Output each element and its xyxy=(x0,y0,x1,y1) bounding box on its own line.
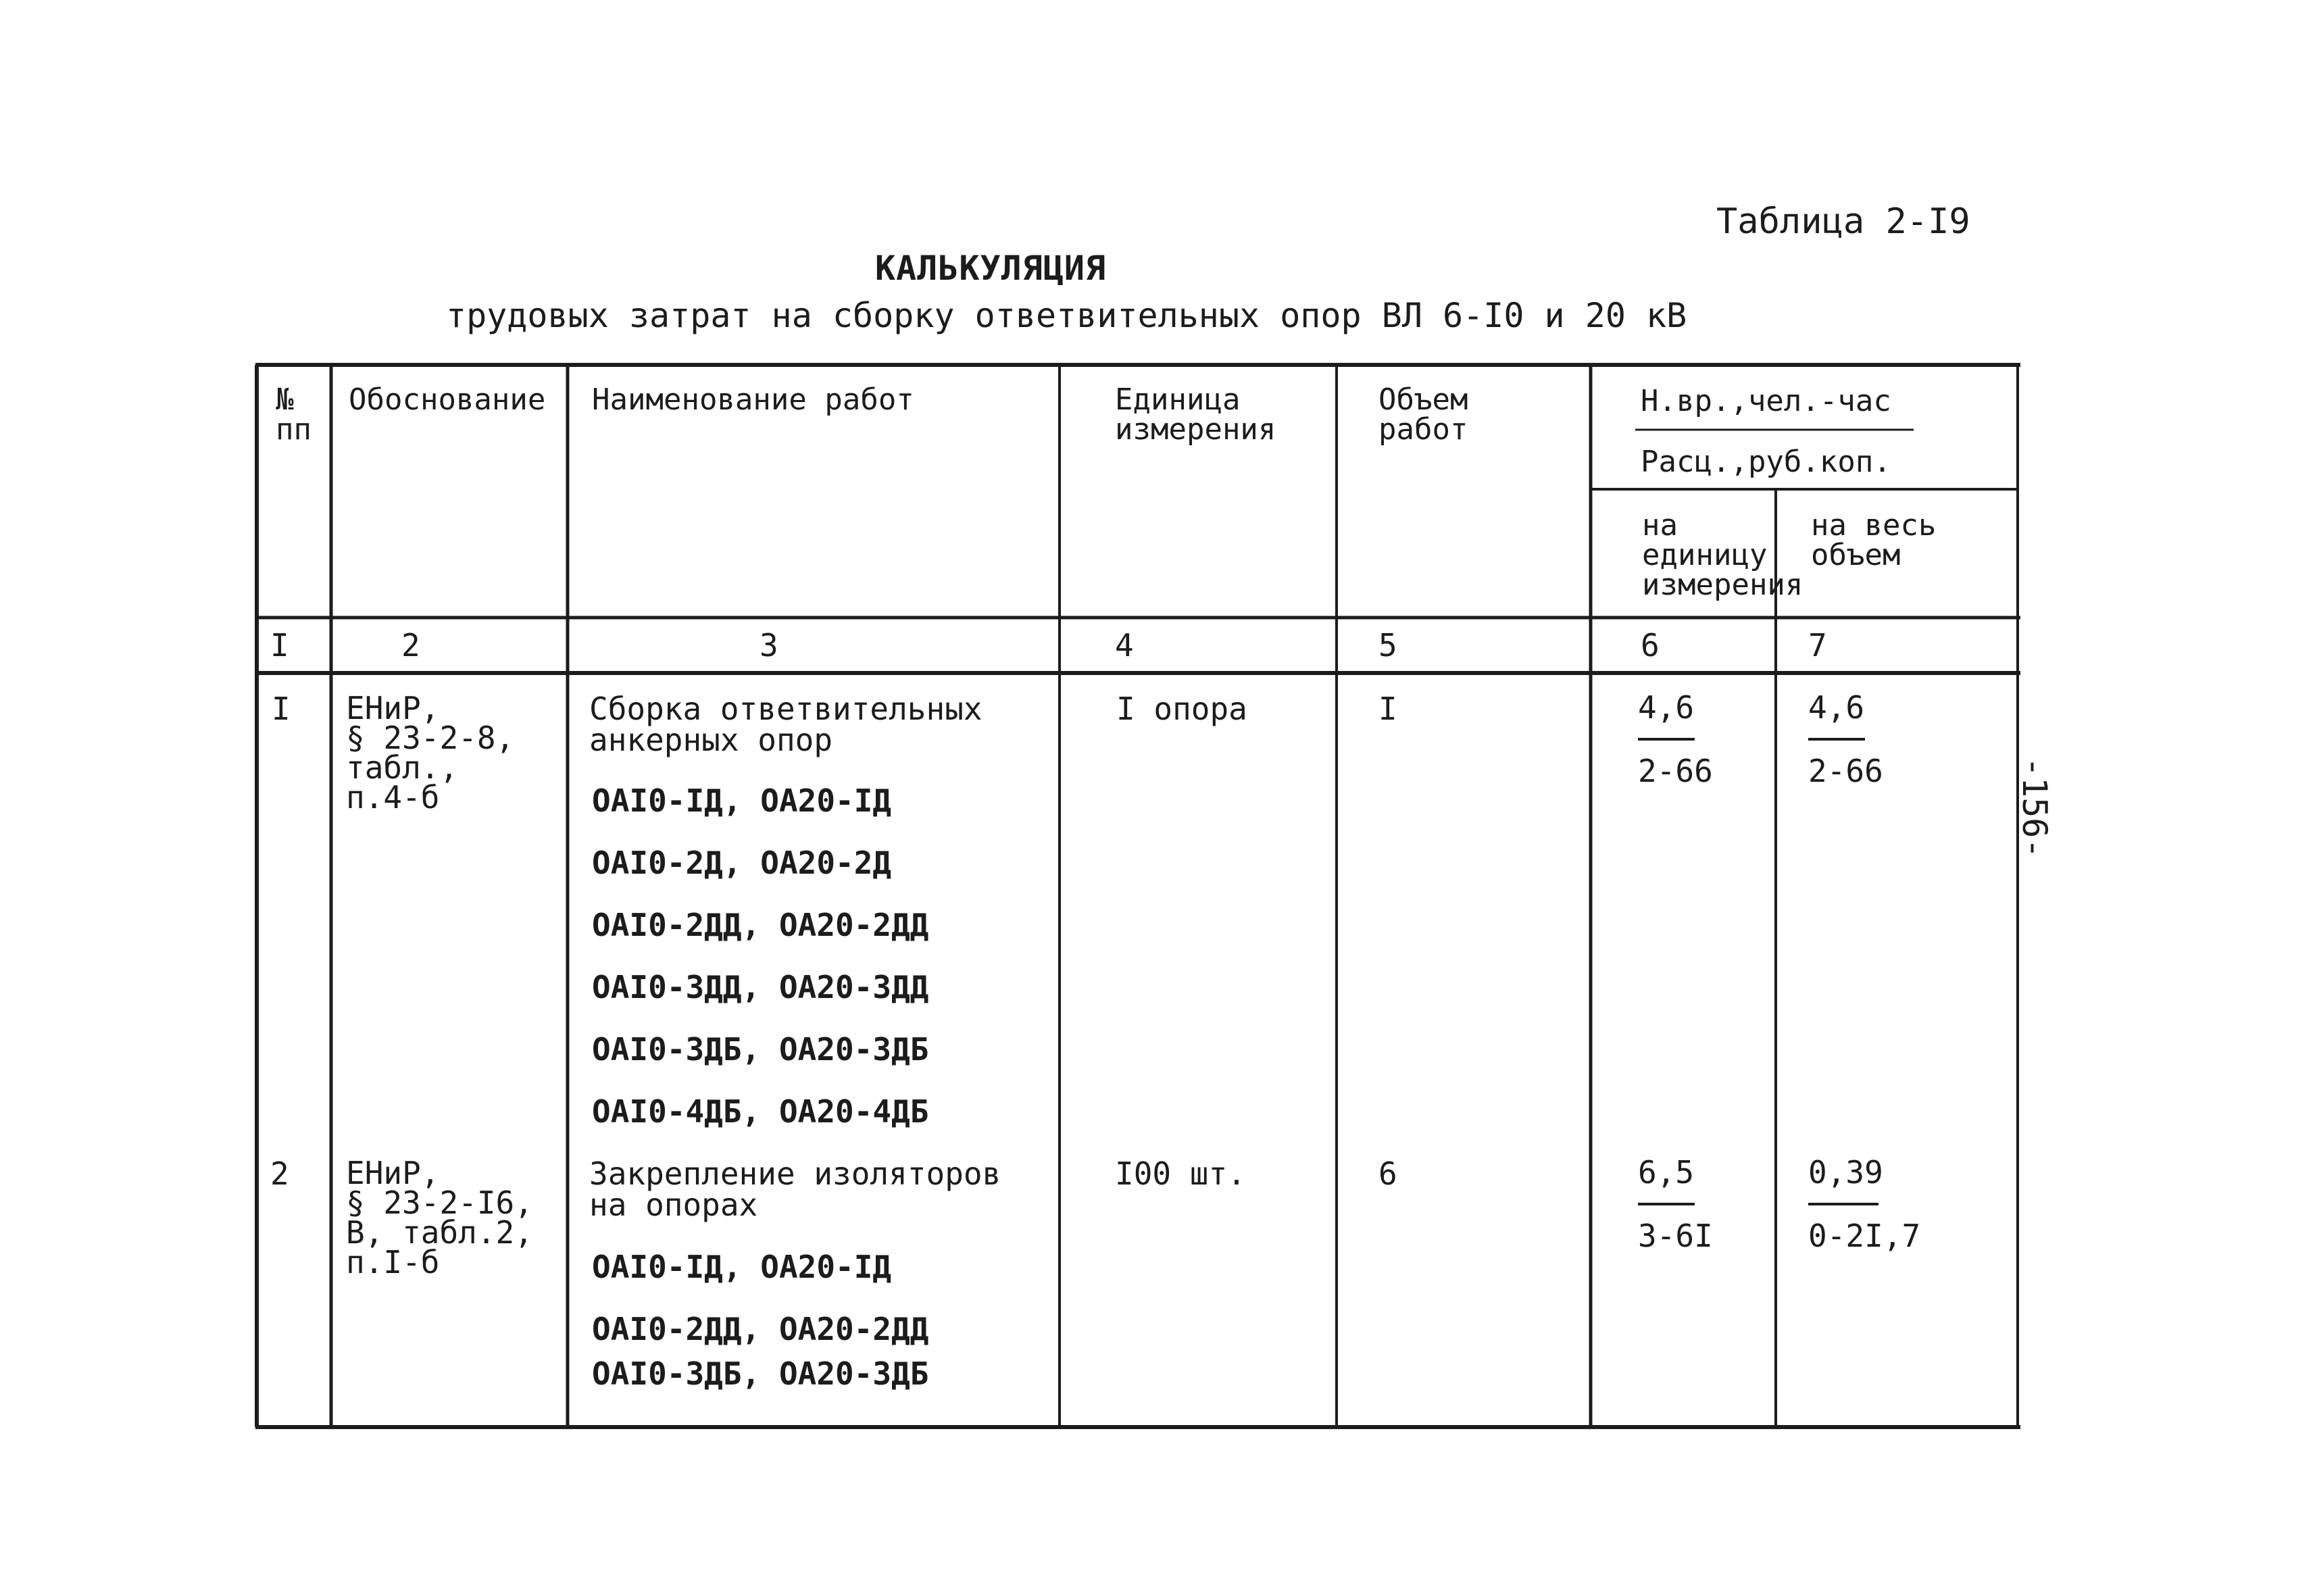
row-number: 2 xyxy=(270,1155,289,1192)
per-unit-rate: 2-66 xyxy=(1638,753,1713,789)
per-unit-rate: 3-6I xyxy=(1638,1218,1713,1254)
document-title: КАЛЬКУЛЯЦИЯ xyxy=(875,249,1107,288)
row-unit: I опора xyxy=(1116,691,1247,727)
header-unit: Единица измерения xyxy=(1115,382,1276,447)
column-number: 3 xyxy=(760,627,778,664)
row-variant: ОАI0-3ДБ, ОА20-3ДБ xyxy=(592,1355,929,1392)
document-subtitle: трудовых затрат на сборку ответвительных опор ВЛ 6-I0 и 20 кВ xyxy=(446,296,1687,335)
table-number: Таблица 2-I9 xyxy=(1716,201,1970,242)
header-volume: Объем работ xyxy=(1378,382,1468,447)
fraction-line xyxy=(1808,1203,1878,1205)
row-variant: ОАI0-2Д, ОА20-2Д xyxy=(592,845,892,881)
row-work-name: Сборка ответвительных анкерных опор xyxy=(589,691,982,758)
row-basis: ЕНиР, § 23-2-I6, В, табл.2, п.I-б xyxy=(346,1155,533,1280)
header-rate: Расц.,руб.коп. xyxy=(1641,445,1891,479)
fraction-line xyxy=(1638,1203,1695,1205)
row-unit: I00 шт. xyxy=(1115,1155,1246,1192)
header-total: на весь объем xyxy=(1811,508,1937,572)
row-variant: ОАI0-2ДД, ОА20-2ДД xyxy=(592,1311,929,1347)
total-time: 4,6 xyxy=(1808,689,1865,726)
row-volume: 6 xyxy=(1378,1155,1397,1192)
fraction-line xyxy=(1808,738,1865,741)
row-variant: ОАI0-2ДД, ОА20-2ДД xyxy=(592,907,929,943)
column-number: 4 xyxy=(1115,627,1134,664)
column-number: 5 xyxy=(1378,627,1397,664)
row-variant: ОАI0-IД, ОА20-IД xyxy=(592,1249,892,1285)
row-variant: ОАI0-3ДД, ОА20-3ДД xyxy=(592,969,929,1005)
row-variant: ОАI0-3ДБ, ОА20-3ДБ xyxy=(592,1031,929,1068)
per-unit-time: 4,6 xyxy=(1638,689,1695,726)
fraction-line xyxy=(1638,738,1695,741)
column-number: 7 xyxy=(1808,627,1827,664)
header-per-unit: на единицу измерения xyxy=(1642,508,1803,602)
column-number: I xyxy=(270,627,289,664)
total-rate: 2-66 xyxy=(1808,753,1883,789)
row-work-name: Закрепление изоляторов на опорах xyxy=(589,1155,1001,1223)
header-norm-time: Н.вр.,чел.-час xyxy=(1641,384,1891,418)
per-unit-time: 6,5 xyxy=(1638,1154,1695,1191)
column-number: 2 xyxy=(401,627,420,664)
header-work-name: Наименование работ xyxy=(592,382,914,417)
row-volume: I xyxy=(1378,691,1397,727)
total-rate: 0-2I,7 xyxy=(1808,1218,1921,1254)
header-basis: Обоснование xyxy=(349,382,546,417)
column-number: 6 xyxy=(1641,627,1660,664)
row-basis: ЕНиР, § 23-2-8, табл., п.4-б xyxy=(346,690,515,816)
page-number: -156- xyxy=(2015,757,2054,859)
header-number: № пп xyxy=(276,382,312,447)
row-variant: ОАI0-4ДБ, ОА20-4ДБ xyxy=(592,1093,929,1130)
row-number: I xyxy=(272,691,291,727)
row-variant: ОАI0-IД, ОА20-IД xyxy=(592,782,892,819)
total-time: 0,39 xyxy=(1808,1154,1883,1191)
